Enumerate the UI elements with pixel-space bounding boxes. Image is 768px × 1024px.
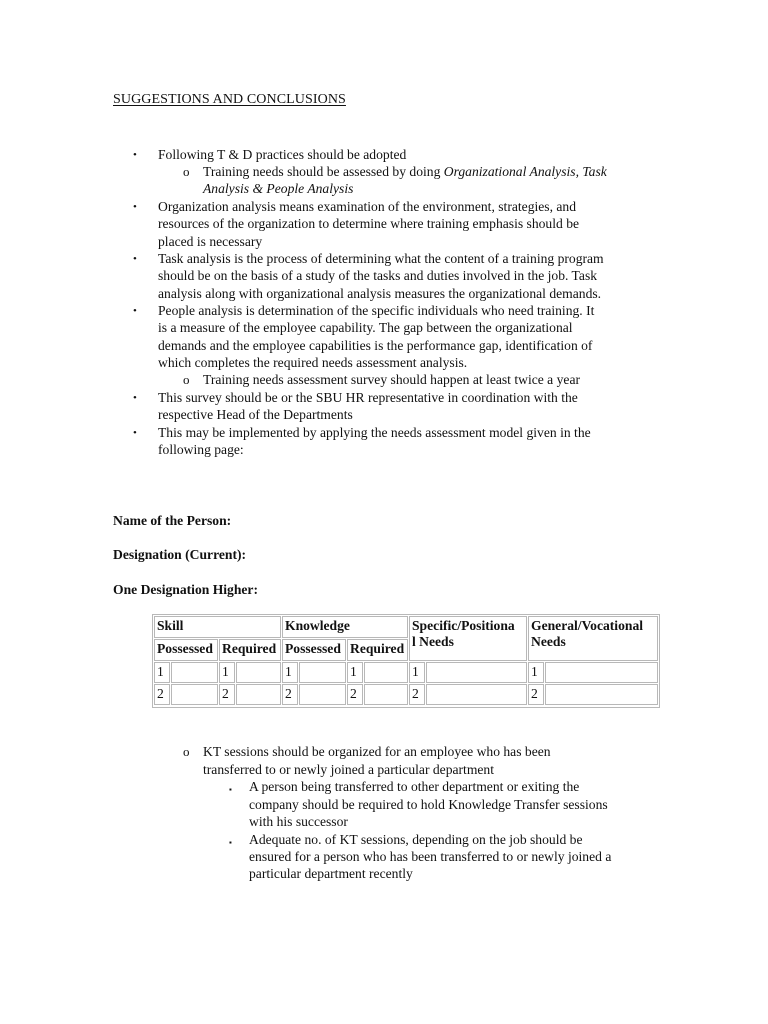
bullet-icon: • <box>133 149 137 161</box>
row-number: 1 <box>282 662 298 683</box>
bullet-3-line-3: analysis along with organizational analysis measures the organizational demands. <box>158 286 602 301</box>
knowledge-required-header: Required <box>347 639 408 661</box>
bullet-4-line-1: People analysis is determination of the specific individuals who need training. It <box>158 303 595 318</box>
row-number: 1 <box>528 662 544 683</box>
knowledge-possessed-header: Possessed <box>282 639 346 661</box>
designation-higher-label: One Designation Higher: <box>113 582 258 597</box>
row-number: 1 <box>219 662 235 683</box>
kt-sub2-line-2: ensured for a person who has been transferred to or newly joined a <box>249 849 612 864</box>
general-needs-input-2[interactable] <box>545 684 658 705</box>
bullet-4-line-2: is a measure of the employee capability. The gap between the organizational <box>158 320 573 335</box>
skill-required-input-1[interactable] <box>236 662 281 683</box>
row-number: 2 <box>282 684 298 705</box>
row-number: 1 <box>154 662 170 683</box>
square-bullet-icon: ▪ <box>229 838 232 847</box>
specific-needs-input-2[interactable] <box>426 684 527 705</box>
kt-main-line-1: KT sessions should be organized for an employee who has been <box>203 744 551 759</box>
row-number: 2 <box>409 684 425 705</box>
row-number: 1 <box>409 662 425 683</box>
row-number: 2 <box>347 684 363 705</box>
bullet-4-sub: Training needs assessment survey should happen at least twice a year <box>203 372 581 387</box>
bullet-1-sub-line-1: Training needs should be assessed by doing Organizational Analysis, Task <box>203 164 607 179</box>
bullet-icon: • <box>133 392 137 404</box>
knowledge-possessed-input-1[interactable] <box>299 662 346 683</box>
row-number: 2 <box>154 684 170 705</box>
kt-sub1-line-2: company should be required to hold Knowledge Transfer sessions <box>249 797 608 812</box>
circle-bullet-icon: o <box>183 744 190 759</box>
bullet-icon: • <box>133 427 137 439</box>
skill-required-input-2[interactable] <box>236 684 281 705</box>
knowledge-required-input-2[interactable] <box>364 684 408 705</box>
bullet-1-sub-line-2: Analysis & People Analysis <box>203 181 354 196</box>
bullet-2-line-2: resources of the organization to determine where training emphasis should be <box>158 216 580 231</box>
page-title: SUGGESTIONS AND CONCLUSIONS <box>113 92 346 107</box>
specific-needs-input-1[interactable] <box>426 662 527 683</box>
bullet-icon: • <box>133 253 137 265</box>
bullet-3-line-2: should be on the basis of a study of the tasks and duties involved in the job. Task <box>158 268 598 283</box>
bullet-5-line-2: respective Head of the Departments <box>158 407 353 422</box>
square-bullet-icon: ▪ <box>229 785 232 794</box>
general-vocational-needs-header: General/Vocational Needs <box>528 616 658 661</box>
skill-required-header: Required <box>219 639 281 661</box>
row-number: 2 <box>528 684 544 705</box>
knowledge-header: Knowledge <box>282 616 408 638</box>
row-number: 2 <box>219 684 235 705</box>
skill-possessed-header: Possessed <box>154 639 218 661</box>
kt-sub2-line-1: Adequate no. of KT sessions, depending on the job should be <box>249 832 583 847</box>
row-number: 1 <box>347 662 363 683</box>
needs-assessment-table <box>152 614 660 708</box>
knowledge-required-input-1[interactable] <box>364 662 408 683</box>
bullet-icon: • <box>133 305 137 317</box>
skill-header: Skill <box>154 616 281 638</box>
designation-current-label: Designation (Current): <box>113 547 247 562</box>
bullet-6-line-1: This may be implemented by applying the needs assessment model given in the <box>158 425 591 440</box>
skill-possessed-input-2[interactable] <box>171 684 218 705</box>
skill-possessed-input-1[interactable] <box>171 662 218 683</box>
kt-sub1-line-3: with his successor <box>249 814 348 829</box>
bullet-4-line-3: demands and the employee capabilities is the performance gap, identification of <box>158 338 593 353</box>
bullet-6-line-2: following page: <box>158 442 244 457</box>
bullet-5-line-1: This survey should be or the SBU HR representative in coordination with the <box>158 390 578 405</box>
bullet-2-line-1: Organization analysis means examination of the environment, strategies, and <box>158 199 577 214</box>
circle-bullet-icon: o <box>183 372 190 387</box>
kt-sub2-line-3: particular department recently <box>249 866 413 881</box>
bullet-3-line-1: Task analysis is the process of determining what the content of a training program <box>158 251 604 266</box>
bullet-icon: • <box>133 201 137 213</box>
kt-sub1-line-1: A person being transferred to other department or exiting the <box>249 779 580 794</box>
name-of-person-label: Name of the Person: <box>113 513 232 528</box>
bullet-2-line-3: placed is necessary <box>158 234 263 249</box>
bullet-4-line-4: which completes the required needs assessment analysis. <box>158 355 468 370</box>
knowledge-possessed-input-2[interactable] <box>299 684 346 705</box>
circle-bullet-icon: o <box>183 164 190 179</box>
general-needs-input-1[interactable] <box>545 662 658 683</box>
specific-positional-needs-header: Specific/Positiona l Needs <box>409 616 527 661</box>
bullet-1-text: Following T & D practices should be adopted <box>158 147 407 162</box>
kt-main-line-2: transferred to or newly joined a particular department <box>203 762 495 777</box>
